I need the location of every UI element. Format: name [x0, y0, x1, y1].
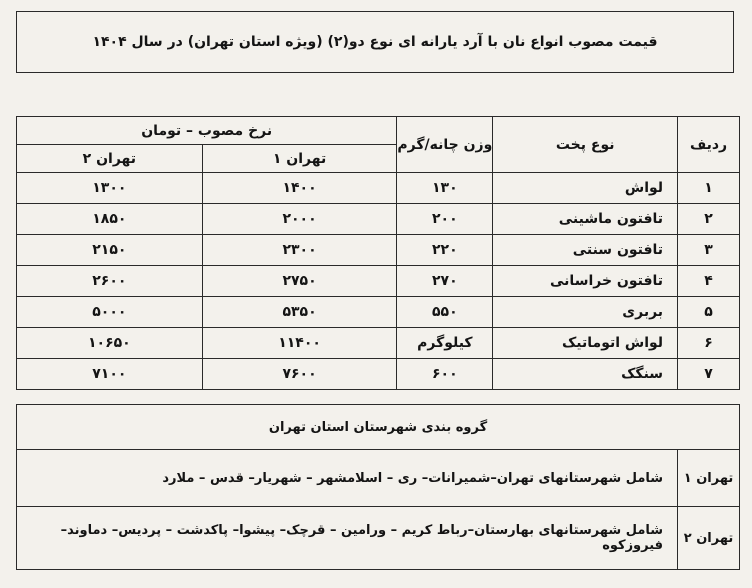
tehran1-price-cell: ۵۳۵۰: [202, 297, 397, 328]
tehran1-price-cell: ۲۷۵۰: [202, 266, 397, 297]
table-row: [17, 297, 740, 328]
tehran2-price-cell: ۲۶۰۰: [17, 266, 203, 297]
group-title-row: [17, 405, 740, 450]
group-table-title: گروه بندی شهرستان استان تهران: [17, 405, 740, 450]
table-row: [17, 204, 740, 235]
tehran2-price-cell: ۱۸۵۰: [17, 204, 203, 235]
weight-cell: ۶۰۰: [397, 359, 493, 390]
header-dough-weight: وزن چانه/گرم: [397, 117, 493, 173]
tehran1-price-cell: ۲۰۰۰: [202, 204, 397, 235]
weight-cell: ۵۵۰: [397, 297, 493, 328]
tehran1-price-cell: ۷۶۰۰: [202, 359, 397, 390]
bread-type-cell: تافتون ماشینی: [493, 204, 678, 235]
table-row: [17, 266, 740, 297]
header-tehran1: تهران ۱: [202, 145, 397, 173]
bread-type-cell: بربری: [493, 297, 678, 328]
row-number-cell: ۴: [678, 266, 740, 297]
row-number-cell: ۵: [678, 297, 740, 328]
table-row: [17, 328, 740, 359]
table-row: [17, 173, 740, 204]
bread-type-cell: تافتون خراسانی: [493, 266, 678, 297]
tehran1-price-cell: ۱۱۴۰۰: [202, 328, 397, 359]
table-row: [17, 359, 740, 390]
weight-cell: کیلوگرم: [397, 328, 493, 359]
price-table: [16, 116, 740, 390]
tehran2-price-cell: ۷۱۰۰: [17, 359, 203, 390]
tehran2-price-cell: ۲۱۵۰: [17, 235, 203, 266]
bread-type-cell: سنگک: [493, 359, 678, 390]
tehran2-price-cell: ۵۰۰۰: [17, 297, 203, 328]
bread-type-cell: تافتون سنتی: [493, 235, 678, 266]
row-number-cell: ۳: [678, 235, 740, 266]
table-row: [17, 235, 740, 266]
weight-cell: ۲۲۰: [397, 235, 493, 266]
row-number-cell: ۲: [678, 204, 740, 235]
tehran1-price-cell: ۲۳۰۰: [202, 235, 397, 266]
row-number-cell: ۱: [678, 173, 740, 204]
document-title: قیمت مصوب انواع نان با آرد یارانه ای نوع دو(۲) (ویژه استان تهران) در سال ۱۴۰۴: [16, 11, 734, 73]
group-description: شامل شهرستانهای تهران–شمیرانات– ری – اسلامشهر – شهریار– قدس – ملارد: [17, 450, 678, 507]
weight-cell: ۲۰۰: [397, 204, 493, 235]
group-description: شامل شهرستانهای بهارستان–رباط کریم – ورامین – قرچک– پیشوا– پاکدشت – پردیس– دماوند– فیروزکوه: [17, 507, 678, 570]
group-table: [16, 404, 740, 570]
header-approved-rate: نرخ مصوب – تومان: [17, 117, 397, 145]
header-bread-type: نوع پخت: [493, 117, 678, 173]
tehran1-price-cell: ۱۴۰۰: [202, 173, 397, 204]
bread-type-cell: لواش: [493, 173, 678, 204]
header-tehran2: تهران ۲: [17, 145, 203, 173]
group-row: [17, 507, 740, 570]
header-row-number: ردیف: [678, 117, 740, 173]
group-row: [17, 450, 740, 507]
tehran2-price-cell: ۱۰۶۵۰: [17, 328, 203, 359]
weight-cell: ۲۷۰: [397, 266, 493, 297]
row-number-cell: ۷: [678, 359, 740, 390]
weight-cell: ۱۳۰: [397, 173, 493, 204]
row-number-cell: ۶: [678, 328, 740, 359]
tehran2-price-cell: ۱۳۰۰: [17, 173, 203, 204]
group-label: تهران ۱: [678, 450, 740, 507]
header-row: [17, 117, 740, 145]
group-label: تهران ۲: [678, 507, 740, 570]
bread-type-cell: لواش اتوماتیک: [493, 328, 678, 359]
